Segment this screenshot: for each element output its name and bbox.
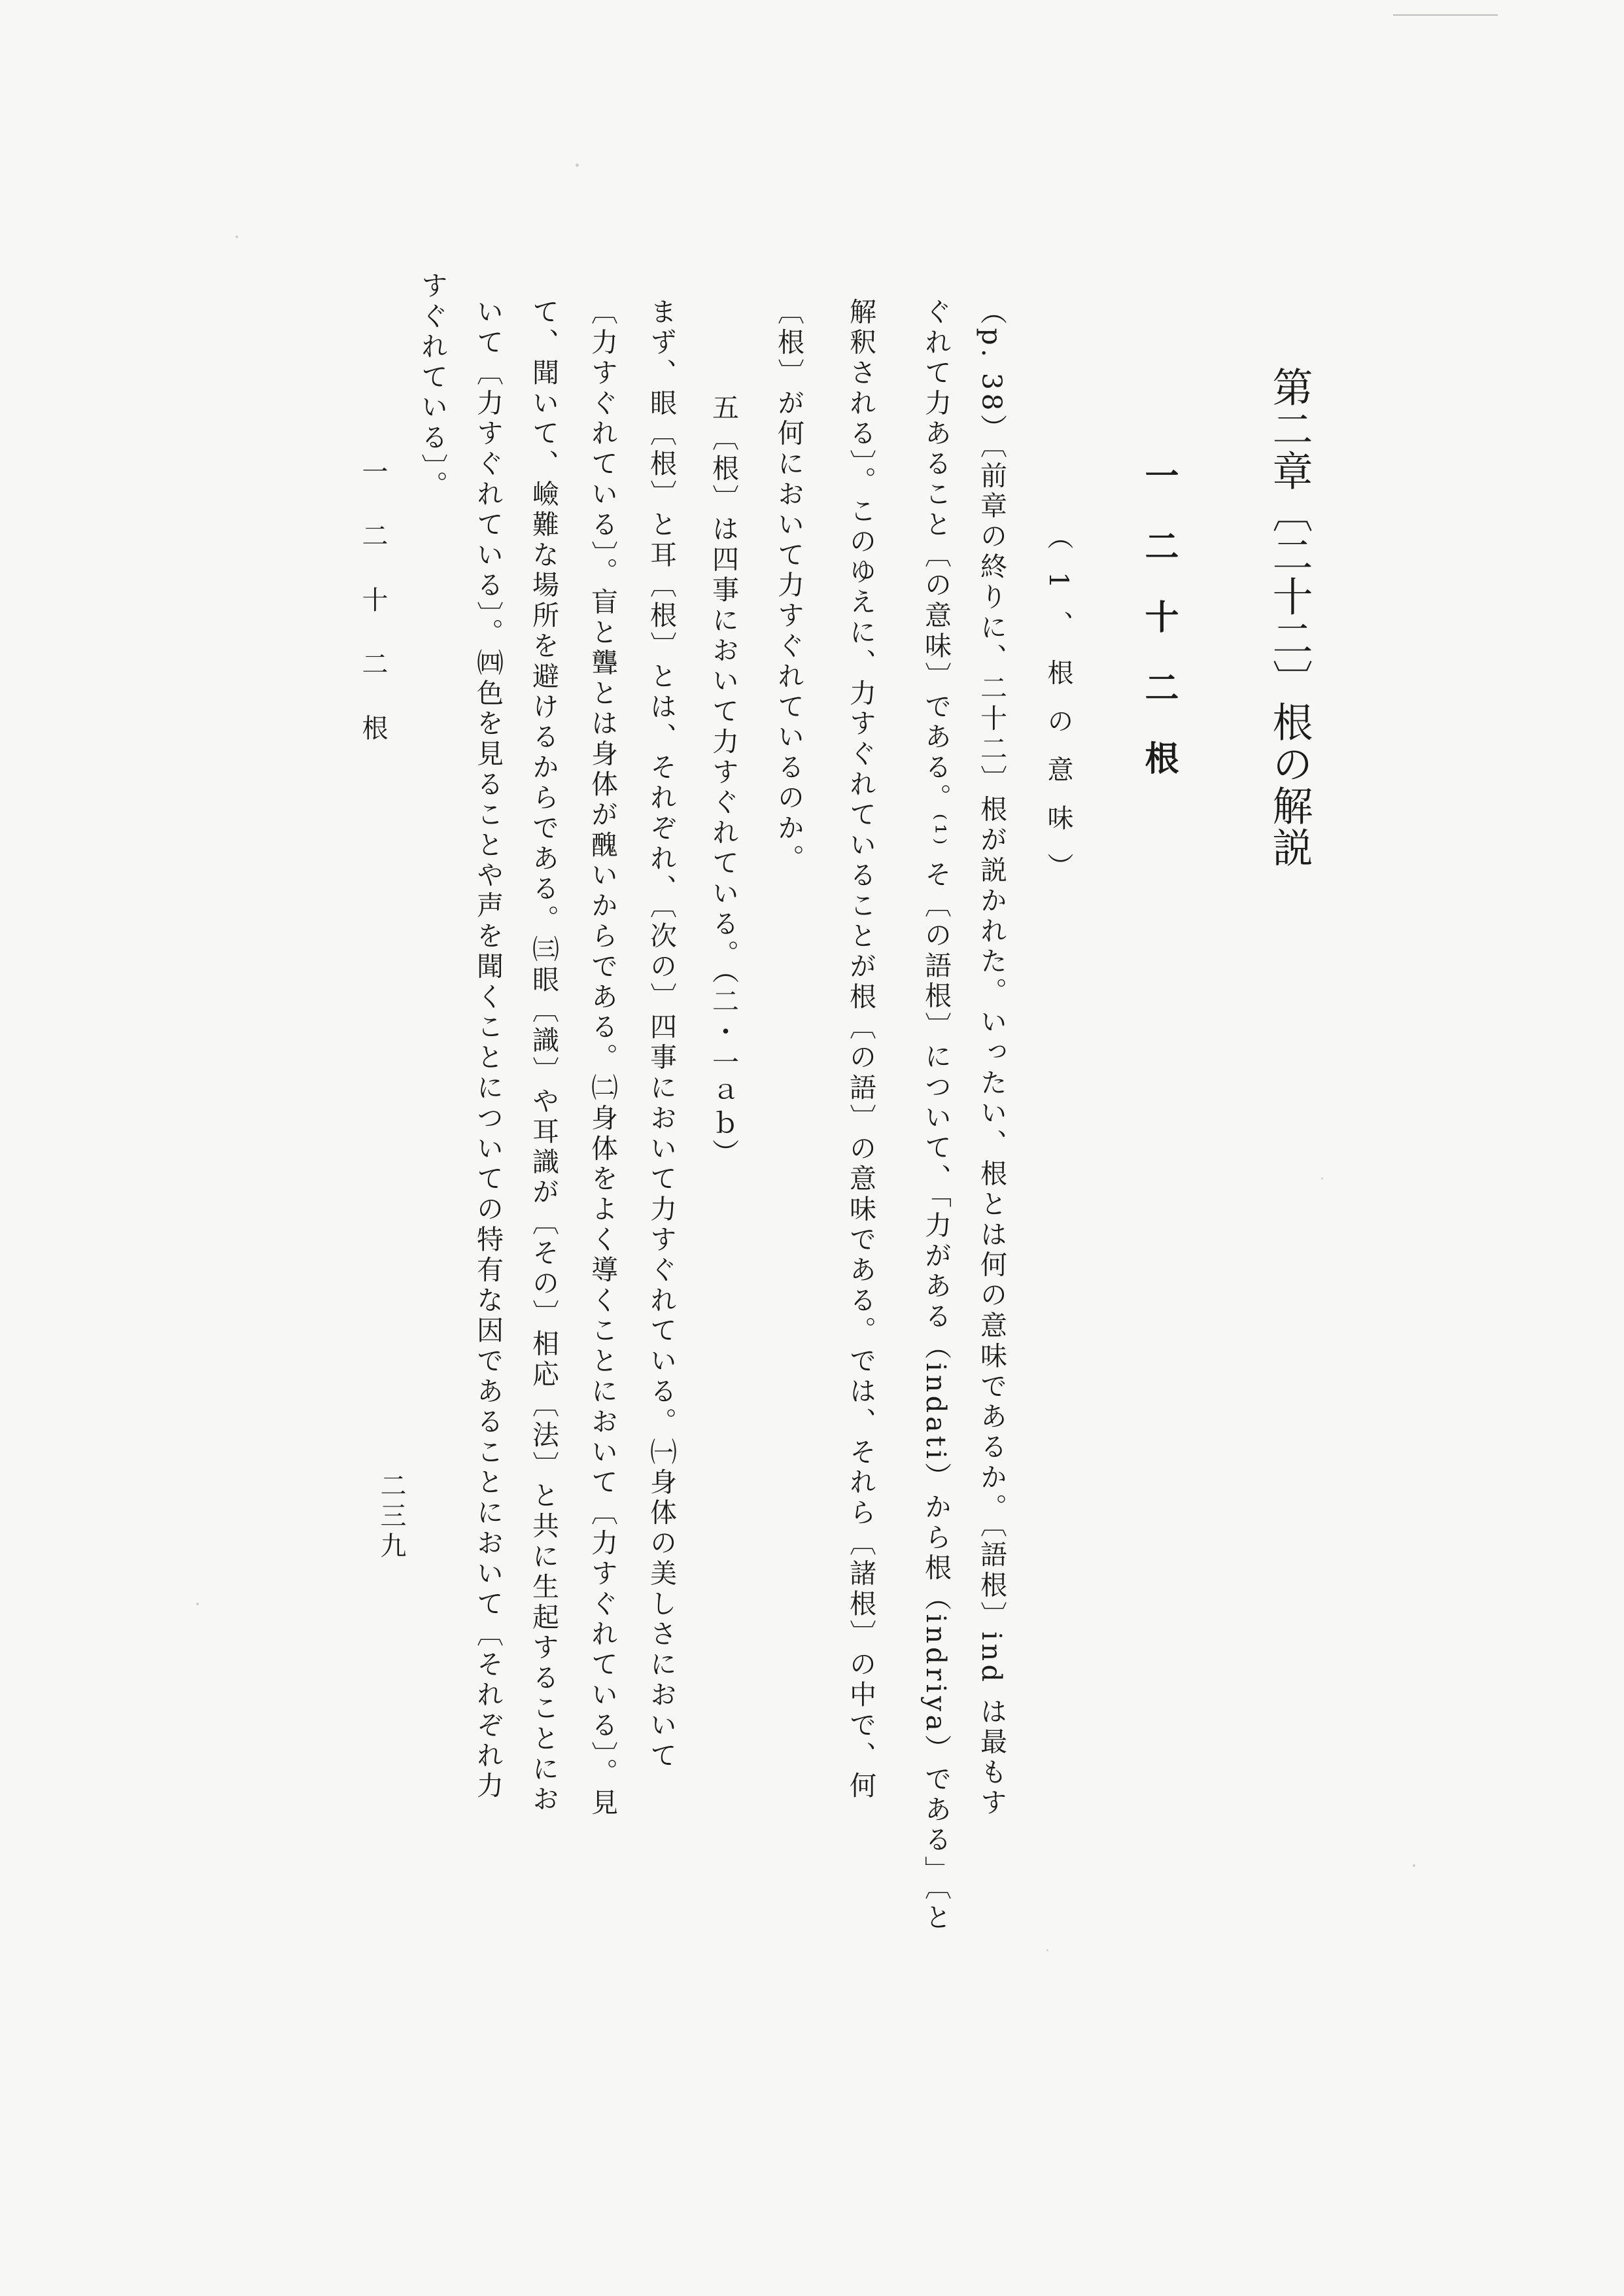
body-line: 〔力すぐれている〕。盲と聾とは身体が醜いからである。㈡身体をよく導くことにおいて〔力すぐれている〕。見 (587, 298, 618, 1819)
scan-edge-mark (1393, 14, 1498, 16)
scan-speckle (196, 1603, 199, 1605)
subsection-heading: （1、根の意味） (1043, 523, 1073, 901)
scan-speckle (235, 235, 238, 238)
body-line: まず、眼〔根〕と耳〔根〕とは、それぞれ、〔次の〕四事において力すぐれている。㈠身体の美しさにおいて (646, 298, 677, 1772)
page-number: 二三九 (376, 1472, 406, 1562)
body-line: て、聞いて、嶮難な場所を避けるからである。㈢眼〔識〕や耳識が〔その〕相応〔法〕と共に生起することにお (528, 298, 559, 1815)
chapter-title: 第二章〔二十二〕根の解説 (1266, 366, 1313, 869)
body-line: 五〔根〕は四事において力すぐれている。（二・一ａｂ） (708, 363, 739, 1170)
scan-speckle (1413, 1864, 1415, 1867)
scan-speckle (576, 164, 579, 167)
body-line: いて〔力すぐれている〕。㈣色を見ることや声を聞くことについての特有な因であることにおいて〔それぞれ力 (472, 298, 504, 1802)
body-line: 解釈される〕。このゆえに、力すぐれていることが根〔の語〕の意味である。では、それら〔諸根〕の中で、何 (845, 298, 876, 1802)
body-line: （p. 38）〔前章の終りに、二十二〕根が説かれた。いったい、根とは何の意味であるか。〔語根〕ind は最もす (976, 298, 1007, 1819)
scan-speckle (1321, 1177, 1323, 1179)
section-heading: 一二十二根 (1139, 458, 1179, 811)
running-head: 一二十二根 (358, 458, 388, 778)
body-line: すぐれている〕。 (417, 271, 448, 501)
scan-speckle (1046, 1949, 1048, 1951)
body-line: 〔根〕が何において力すぐれているのか。 (773, 298, 804, 875)
body-line: ぐれて力あること〔の意味〕である。⁽¹⁾ そ〔の語根〕について、「力がある（indati）から根（indriya）である」〔と (920, 298, 952, 1934)
